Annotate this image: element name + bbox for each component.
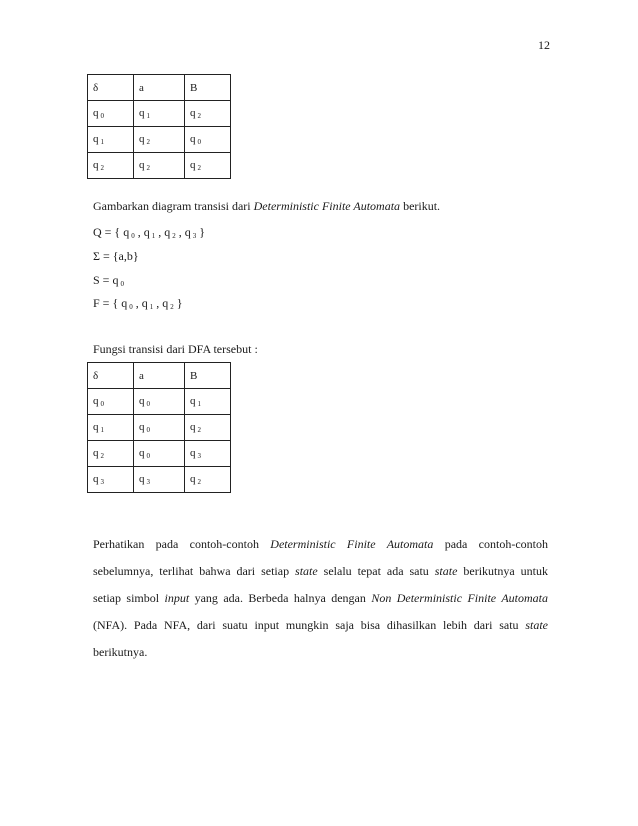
table-cell: q $_2$ [185, 153, 231, 179]
table-cell: q $_3$ [134, 467, 185, 493]
paragraph-line: Perhatikan pada contoh-contoh Deterministic Finite Automata pada contoh-contoh [93, 537, 548, 551]
table-row [88, 415, 231, 441]
intro-sentence: Gambarkan diagram transisi dari Deterministic Finite Automata berikut. [93, 199, 441, 213]
table-row [88, 467, 231, 493]
table-cell: q $_1$ [134, 101, 185, 127]
paragraph-line: sebelumnya, terlihat bahwa dari setiap state selalu tepat ada satu state berikutnya untuk [93, 564, 548, 578]
table-row [88, 389, 231, 415]
table-row [88, 127, 231, 153]
table-header-cell: δ [88, 75, 134, 101]
def-Q: Q = { q $_0$ , q $_1$ , q $_2$ , q $_3$ } [93, 225, 205, 240]
paragraph-line: berikutnya. [93, 645, 148, 659]
table-cell: q $_1$ [88, 127, 134, 153]
table-cell: q $_2$ [88, 153, 134, 179]
table-cell: q $_2$ [134, 153, 185, 179]
fungsi-label: Fungsi transisi dari DFA tersebut : [93, 342, 258, 356]
table-cell: q $_0$ [185, 127, 231, 153]
table-cell: q $_1$ [185, 389, 231, 415]
def-S: S = q $_0$ [93, 273, 124, 288]
table-header-cell: B [185, 363, 231, 389]
paragraph-line: setiap simbol input yang ada. Berbeda halnya dengan Non Deterministic Finite Automata [93, 591, 548, 605]
def-F: F = { q $_0$ , q $_1$ , q $_2$ } [93, 296, 183, 311]
table-row [88, 153, 231, 179]
page-number: 12 [538, 38, 550, 52]
table-row [88, 101, 231, 127]
table-cell: q $_3$ [185, 441, 231, 467]
table-header-row [88, 363, 231, 389]
table-header-cell: a [134, 75, 185, 101]
table-header-cell: B [185, 75, 231, 101]
transition-table-2 [87, 362, 231, 493]
table-cell: q $_1$ [88, 415, 134, 441]
nfa-paragraph [93, 531, 548, 666]
table-cell: q $_0$ [134, 441, 185, 467]
table-cell: q $_2$ [185, 415, 231, 441]
transition-table-1 [87, 74, 231, 179]
table-row [88, 441, 231, 467]
table-header-cell: δ [88, 363, 134, 389]
table-header-row [88, 75, 231, 101]
table-cell: q $_0$ [134, 389, 185, 415]
table-cell: q $_2$ [134, 127, 185, 153]
table-cell: q $_2$ [185, 101, 231, 127]
table-cell: q $_0$ [88, 389, 134, 415]
table-cell: q $_2$ [185, 467, 231, 493]
table-cell: q $_3$ [88, 467, 134, 493]
paragraph-line: (NFA). Pada NFA, dari suatu input mungkin saja bisa dihasilkan lebih dari satu state [93, 618, 548, 632]
table-cell: q $_0$ [134, 415, 185, 441]
table-header-cell: a [134, 363, 185, 389]
table-cell: q $_2$ [88, 441, 134, 467]
table-cell: q $_0$ [88, 101, 134, 127]
def-sigma: Σ = {a,b} [93, 249, 139, 263]
